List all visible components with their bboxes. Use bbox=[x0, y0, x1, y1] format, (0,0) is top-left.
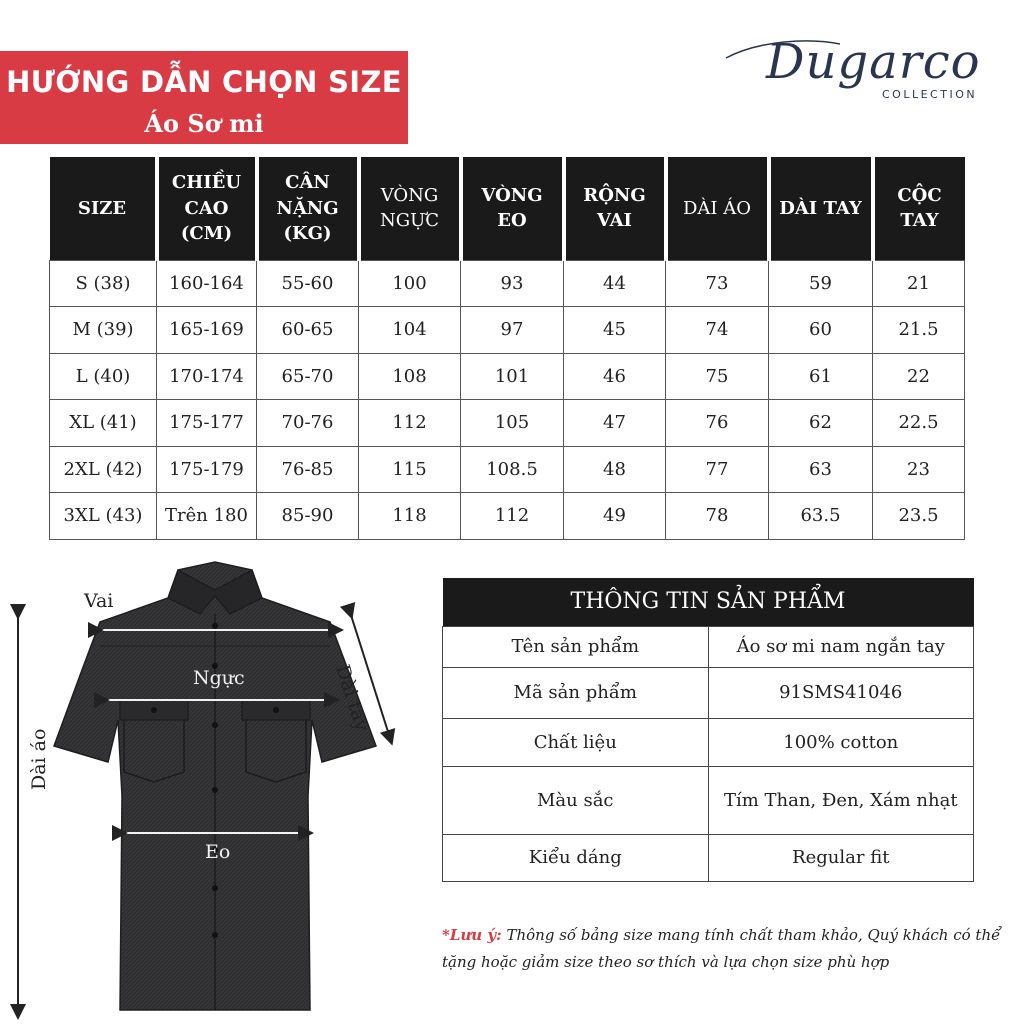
table-cell: 45 bbox=[564, 307, 666, 354]
table-cell: 60 bbox=[769, 307, 873, 354]
col-waist: VÒNG EO bbox=[461, 157, 564, 260]
header-banner bbox=[0, 51, 408, 144]
table-cell: 78 bbox=[666, 493, 769, 540]
table-cell: XL (41) bbox=[50, 400, 157, 447]
table-cell: 60-65 bbox=[257, 307, 359, 354]
table-cell: 97 bbox=[461, 307, 564, 354]
col-shoulder: RỘNG VAI bbox=[564, 157, 666, 260]
table-cell: 76-85 bbox=[257, 446, 359, 493]
table-cell: 160-164 bbox=[157, 260, 257, 307]
info-value: 100% cotton bbox=[708, 718, 974, 766]
table-cell: 23.5 bbox=[873, 493, 965, 540]
table-cell: 115 bbox=[359, 446, 461, 493]
table-cell: 105 bbox=[461, 400, 564, 447]
table-cell: 46 bbox=[564, 353, 666, 400]
table-cell: 48 bbox=[564, 446, 666, 493]
table-cell: 108.5 bbox=[461, 446, 564, 493]
col-weight: CÂN NẶNG (KG) bbox=[257, 157, 359, 260]
label-sleeve: Dài tay bbox=[331, 662, 374, 734]
col-length: DÀI ÁO bbox=[666, 157, 769, 260]
table-cell: 175-179 bbox=[157, 446, 257, 493]
table-cell: 77 bbox=[666, 446, 769, 493]
table-cell: 104 bbox=[359, 307, 461, 354]
info-row bbox=[443, 766, 974, 834]
table-cell: 73 bbox=[666, 260, 769, 307]
table-cell: 49 bbox=[564, 493, 666, 540]
note-label: *Lưu ý: bbox=[442, 926, 502, 944]
table-cell: 65-70 bbox=[257, 353, 359, 400]
table-cell: 75 bbox=[666, 353, 769, 400]
table-cell: 21.5 bbox=[873, 307, 965, 354]
logo-collection: COLLECTION bbox=[882, 88, 978, 101]
table-cell: 2XL (42) bbox=[50, 446, 157, 493]
info-value: 91SMS41046 bbox=[708, 667, 974, 718]
table-cell: 170-174 bbox=[157, 353, 257, 400]
table-row bbox=[50, 446, 965, 493]
table-cell: 61 bbox=[769, 353, 873, 400]
table-cell: 85-90 bbox=[257, 493, 359, 540]
info-value: Áo sơ mi nam ngắn tay bbox=[708, 626, 974, 667]
table-cell: 112 bbox=[359, 400, 461, 447]
table-cell: 165-169 bbox=[157, 307, 257, 354]
table-cell: 55-60 bbox=[257, 260, 359, 307]
table-cell: M (39) bbox=[50, 307, 157, 354]
table-cell: 63 bbox=[769, 446, 873, 493]
info-row bbox=[443, 667, 974, 718]
brand-logo bbox=[720, 30, 990, 120]
info-label: Chất liệu bbox=[443, 718, 709, 766]
table-cell: L (40) bbox=[50, 353, 157, 400]
table-cell: 3XL (43) bbox=[50, 493, 157, 540]
shirt-diagram bbox=[0, 550, 430, 1024]
note-text: Thông số bảng size mang tính chất tham khảo, Quý khách có thể tặng hoặc giảm size theo sơ thích và lựa chọn size phù hợp bbox=[442, 926, 1001, 971]
table-cell: 112 bbox=[461, 493, 564, 540]
table-cell: 108 bbox=[359, 353, 461, 400]
table-cell: S (38) bbox=[50, 260, 157, 307]
size-note bbox=[442, 922, 1002, 976]
table-cell: 175-177 bbox=[157, 400, 257, 447]
table-cell: 76 bbox=[666, 400, 769, 447]
table-cell: 62 bbox=[769, 400, 873, 447]
col-height: CHIỀU CAO (CM) bbox=[157, 157, 257, 260]
label-chest: Ngực bbox=[193, 667, 245, 689]
product-info-table bbox=[442, 578, 974, 882]
table-cell: 93 bbox=[461, 260, 564, 307]
table-cell: 59 bbox=[769, 260, 873, 307]
info-label: Mã sản phẩm bbox=[443, 667, 709, 718]
logo-script: Dugarco bbox=[766, 34, 981, 90]
table-cell: 21 bbox=[873, 260, 965, 307]
shirt-image bbox=[0, 550, 430, 1024]
col-chest: VÒNG NGỰC bbox=[359, 157, 461, 260]
page-subtitle: Áo Sơ mi bbox=[144, 109, 264, 138]
col-short-sleeve: CỘC TAY bbox=[873, 157, 965, 260]
label-length: Dài áo bbox=[28, 728, 50, 790]
info-label: Tên sản phẩm bbox=[443, 626, 709, 667]
col-sleeve: DÀI TAY bbox=[769, 157, 873, 260]
table-cell: 63.5 bbox=[769, 493, 873, 540]
table-cell: 47 bbox=[564, 400, 666, 447]
label-waist: Eo bbox=[205, 841, 231, 863]
table-row bbox=[50, 400, 965, 447]
info-row bbox=[443, 834, 974, 881]
table-cell: 44 bbox=[564, 260, 666, 307]
info-row bbox=[443, 718, 974, 766]
table-cell: 74 bbox=[666, 307, 769, 354]
page-title: HƯỚNG DẪN CHỌN SIZE bbox=[6, 65, 402, 99]
table-row bbox=[50, 493, 965, 540]
info-label: Kiểu dáng bbox=[443, 834, 709, 881]
table-cell: 70-76 bbox=[257, 400, 359, 447]
table-cell: 100 bbox=[359, 260, 461, 307]
table-cell: 118 bbox=[359, 493, 461, 540]
product-info-title: THÔNG TIN SẢN PHẨM bbox=[443, 578, 974, 626]
label-shoulder: Vai bbox=[84, 590, 114, 612]
table-row bbox=[50, 260, 965, 307]
col-size: SIZE bbox=[50, 157, 157, 260]
size-table bbox=[49, 157, 965, 540]
info-label: Màu sắc bbox=[443, 766, 709, 834]
table-cell: 22.5 bbox=[873, 400, 965, 447]
size-table-header bbox=[50, 157, 965, 260]
table-cell: 23 bbox=[873, 446, 965, 493]
info-value: Regular fit bbox=[708, 834, 974, 881]
table-cell: 22 bbox=[873, 353, 965, 400]
info-value: Tím Than, Đen, Xám nhạt bbox=[708, 766, 974, 834]
info-row bbox=[443, 626, 974, 667]
table-cell: Trên 180 bbox=[157, 493, 257, 540]
table-row bbox=[50, 353, 965, 400]
table-cell: 101 bbox=[461, 353, 564, 400]
table-row bbox=[50, 307, 965, 354]
